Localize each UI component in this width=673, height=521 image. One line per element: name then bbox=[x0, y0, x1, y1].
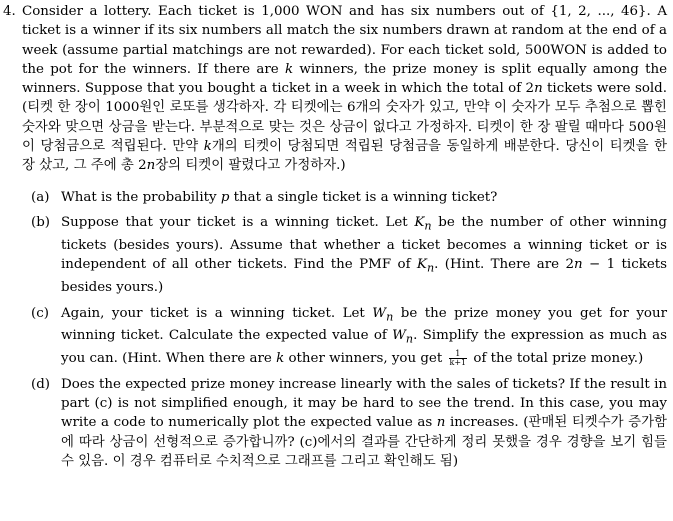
problem-4 bbox=[3, 2, 667, 176]
text-run: be the prize money you get for your winning ticket. Calculate the expected value of bbox=[61, 305, 667, 344]
fraction-denominator: k+1 bbox=[449, 358, 467, 368]
subpart-a bbox=[3, 188, 667, 207]
problem-text-en: winners, the prize money is split equally among the winners. Suppose that you bought a ticket in a week in which the total of 2 bbox=[22, 61, 667, 97]
text-run: − 1 tickets besides yours.) bbox=[61, 257, 667, 296]
math-var-K: K bbox=[414, 214, 425, 230]
text-run: . Simplify the expression as much as you can. (Hint. When there are bbox=[61, 328, 667, 367]
math-subscript-n: n bbox=[405, 333, 414, 347]
math-var-K: K bbox=[416, 257, 427, 273]
subpart-text bbox=[61, 188, 667, 207]
math-subscript-n: n bbox=[424, 219, 432, 233]
math-var-W: W bbox=[392, 328, 406, 344]
math-var-n: n bbox=[534, 81, 543, 97]
math-var-k: k bbox=[285, 61, 294, 77]
math-var-n: n bbox=[436, 415, 446, 431]
text-run: that a single ticket is a winning ticket? bbox=[229, 189, 498, 205]
text-run: other winners, you get bbox=[284, 351, 447, 367]
math-var-k: k bbox=[276, 351, 285, 367]
subpart-marker: (b) bbox=[31, 214, 51, 230]
math-var-n: n bbox=[574, 257, 583, 273]
subpart-text bbox=[61, 375, 667, 471]
problem-text-ko: 장의 티켓이 팔렸다고 가정하자.) bbox=[155, 158, 346, 174]
problem-text-en: Consider a lottery. Each ticket is 1,000 WON and has six numbers out of {1, 2, ..., 46}. A ticket is a winner if its six numbers all match the six numbers drawn at random at the end of a week (assume partial matchings are not rewarded). For each ticket sold, 500WON is added to the pot for the winners. If there are bbox=[22, 4, 667, 77]
subpart-text bbox=[61, 213, 667, 298]
fraction-numerator: 1 bbox=[449, 350, 468, 359]
text-run: of the total prize money.) bbox=[469, 351, 644, 367]
problem-statement bbox=[22, 2, 667, 176]
subpart-d bbox=[3, 375, 667, 471]
subpart-marker: (d) bbox=[31, 376, 51, 392]
subpart-marker: (a) bbox=[31, 189, 50, 205]
subpart-b bbox=[3, 213, 667, 298]
text-run: What is the probability bbox=[61, 189, 221, 205]
subpart-list bbox=[3, 188, 667, 472]
math-var-W: W bbox=[372, 305, 387, 321]
fraction bbox=[449, 350, 468, 367]
problem-text-en: tickets were sold. bbox=[542, 81, 668, 97]
text-run: be the number of other winning tickets (besides yours). Assume that whether a ticket becomes a winning ticket or is independent of all other tickets. Find the PMF of bbox=[61, 214, 667, 273]
problem-text-ko: 개의 티켓이 당첨되면 적립된 당첨금을 동일하게 배분한다. 당신이 티켓을 한 장 샀고, 그 주에 총 2 bbox=[22, 139, 667, 174]
text-run: . (Hint. There are 2 bbox=[434, 257, 575, 273]
math-var-k: k bbox=[203, 139, 212, 155]
text-run: Again, your ticket is a winning ticket. Let bbox=[61, 305, 373, 321]
problem-number: 4. bbox=[3, 4, 16, 19]
text-run: increases. (판매된 티켓수가 증가함에 따라 상금이 선형적으로 증가합니까? (c)에서의 결과를 간단하게 정리 못했을 경우 경향을 보기 힘들 수 있음. 이 경우 컴퓨터로 수치적으로 그래프를 그리고 확인해도 됨) bbox=[61, 415, 667, 469]
subpart-c bbox=[3, 304, 667, 369]
math-var-n: n bbox=[146, 158, 156, 174]
math-var-p: p bbox=[220, 189, 230, 205]
text-run: Does the expected prize money increase linearly with the sales of tickets? If the result in part (c) is not simplified enough, it may be hard to see the trend. In this case, you may write a code to numerically plot the expected value as bbox=[61, 376, 667, 431]
text-run: Suppose that your ticket is a winning ticket. Let bbox=[61, 214, 415, 230]
math-subscript-n: n bbox=[426, 261, 435, 275]
math-subscript-n: n bbox=[386, 310, 394, 324]
problem-text-ko: (티켓 한 장이 1000원인 로또를 생각하자. 각 티켓에는 6개의 숫자가 있고, 만약 이 숫자가 모두 추첨으로 뽑힌 숫자와 맞으면 상금을 받는다. 부분적으로 맞는 것은 상금이 없다고 가정하자. 티켓이 한 장 팔릴 때마다 500원이 당첨금으로 적립된다. 만약 bbox=[22, 100, 667, 155]
subpart-marker: (c) bbox=[31, 305, 49, 321]
subpart-text bbox=[61, 304, 667, 369]
